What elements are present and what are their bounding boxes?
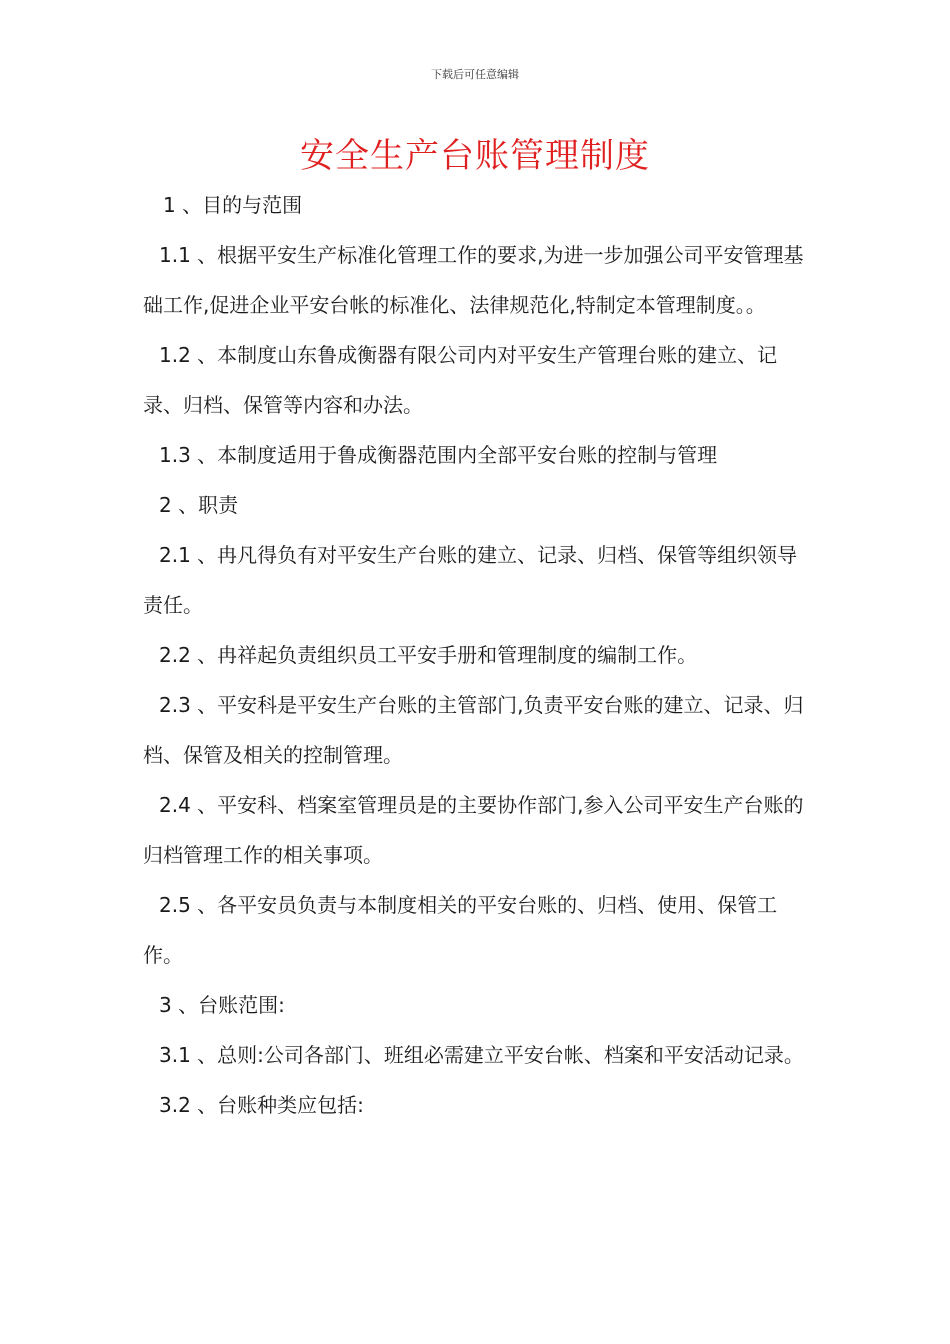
document-title: 安全生产台账管理制度: [300, 136, 650, 176]
section-heading-2: 2 、职责: [159, 493, 239, 517]
document-body: [143, 180, 815, 1130]
paragraph-3-2: 3.2 、台账种类应包括:: [159, 1093, 364, 1117]
section-heading-3: 3 、台账范围:: [159, 993, 285, 1017]
paragraph-3-1: 3.1 、总则:公司各部门、班组必需建立平安台帐、档案和平安活动记录。: [159, 1043, 804, 1067]
paragraph-2-1: 2.1 、冉凡得负有对平安生产台账的建立、记录、归档、保管等组织领导责任。: [143, 543, 798, 617]
paragraph-2-3: 2.3 、平安科是平安生产台账的主管部门,负责平安台账的建立、记录、归档、保管及相关的控制管理。: [143, 693, 804, 767]
paragraph-2-2: 2.2 、冉祥起负责组织员工平安手册和管理制度的编制工作。: [159, 643, 698, 667]
paragraph-1-3: 1.3 、本制度适用于鲁成衡器范围内全部平安台账的控制与管理: [159, 443, 718, 467]
paragraph-1-1: 1.1 、根据平安生产标准化管理工作的要求,为进一步加强公司平安管理基础工作,促进企业平安台帐的标准化、法律规范化,特制定本管理制度。。: [143, 243, 804, 317]
section-heading-1: 1 、目的与范围: [163, 193, 303, 217]
paragraph-2-4: 2.4 、平安科、档案室管理员是的主要协作部门,参入公司平安生产台账的归档管理工作的相关事项。: [143, 793, 804, 867]
paragraph-2-5: 2.5 、各平安员负责与本制度相关的平安台账的、归档、使用、保管工作。: [143, 893, 778, 967]
header-note: 下载后可任意编辑: [431, 68, 519, 81]
paragraph-1-2: 1.2 、本制度山东鲁成衡器有限公司内对平安生产管理台账的建立、记录、归档、保管等内容和办法。: [143, 343, 778, 417]
